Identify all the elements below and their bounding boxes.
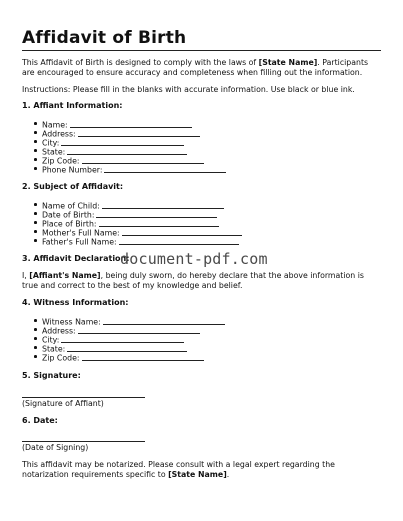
affiant-name-placeholder: [Affiant's Name] [29, 271, 101, 280]
intro-text-end: . Participants are encouraged to ensure accuracy and completeness when filling out the information. [22, 58, 369, 78]
witness-state-field: State: [42, 343, 187, 354]
witness-address-blank[interactable] [78, 325, 200, 334]
witness-city-blank[interactable] [61, 334, 184, 343]
intro-paragraph [22, 58, 382, 79]
section-witness-heading: 4. Witness Information: [22, 298, 129, 307]
witness-name-blank[interactable] [103, 316, 225, 325]
affiant-state-field: State: [42, 146, 187, 157]
instructions-text: Instructions: Please fill in the blanks with accurate information. Use black or blue ink. [22, 85, 355, 94]
affiant-zip-blank[interactable] [82, 155, 204, 164]
section-signature-heading: 5. Signature: [22, 371, 81, 380]
section-date-heading: 6. Date: [22, 416, 58, 425]
date-of-birth-field: Date of Birth: [42, 209, 217, 220]
witness-name-field: Witness Name: [42, 316, 225, 327]
date-line[interactable] [22, 441, 145, 442]
footer-paragraph: This affidavit may be notarized. Please consult with a legal expert regarding the notarization requirements specific to [State Name]. [22, 460, 335, 480]
affiant-name-blank[interactable] [70, 119, 192, 128]
section-declaration-heading: 3. Affidavit Declaration: [22, 254, 130, 263]
affiant-city-field: City: [42, 137, 184, 148]
title-divider [22, 50, 381, 51]
affiant-phone-blank[interactable] [104, 164, 226, 173]
affiant-name-field: Name: [42, 119, 192, 130]
witness-address-field: Address: [42, 325, 200, 336]
mother-name-blank[interactable] [122, 227, 242, 236]
place-of-birth-blank[interactable] [99, 218, 219, 227]
affiant-phone-field: Phone Number: [42, 164, 226, 175]
declaration-paragraph: I, [Affiant's Name], being duly sworn, do hereby declare that the above information is true and correct to the best of my knowledge and belief. [22, 271, 364, 291]
affiant-state-blank[interactable] [67, 146, 187, 155]
state-name-placeholder: [State Name] [258, 58, 318, 67]
affiant-address-field: Address: [42, 128, 200, 139]
watermark: document-pdf.com [120, 250, 268, 268]
section-affiant-heading: 1. Affiant Information: [22, 101, 123, 110]
place-of-birth-field: Place of Birth: [42, 218, 219, 229]
footer-state-placeholder: [State Name] [168, 470, 227, 480]
signature-label: (Signature of Affiant) [22, 399, 104, 408]
witness-city-field: City: [42, 334, 184, 345]
affiant-address-blank[interactable] [78, 128, 200, 137]
signature-line[interactable] [22, 397, 145, 398]
affiant-city-blank[interactable] [61, 137, 184, 146]
child-name-field: Name of Child: [42, 200, 224, 211]
child-name-blank[interactable] [102, 200, 224, 209]
intro-text: This Affidavit of Birth is designed to comply with the laws of [22, 58, 259, 67]
date-of-birth-blank[interactable] [96, 209, 217, 218]
father-name-field: Father's Full Name: [42, 236, 239, 247]
witness-zip-field: Zip Code: [42, 352, 204, 363]
section-subject-heading: 2. Subject of Affidavit: [22, 182, 124, 191]
mother-name-field: Mother's Full Name: [42, 227, 242, 238]
father-name-blank[interactable] [119, 236, 239, 245]
affiant-zip-field: Zip Code: [42, 155, 204, 166]
witness-state-blank[interactable] [67, 343, 187, 352]
witness-zip-blank[interactable] [82, 352, 204, 361]
date-label: (Date of Signing) [22, 443, 89, 452]
document-title: Affidavit of Birth [22, 28, 187, 48]
